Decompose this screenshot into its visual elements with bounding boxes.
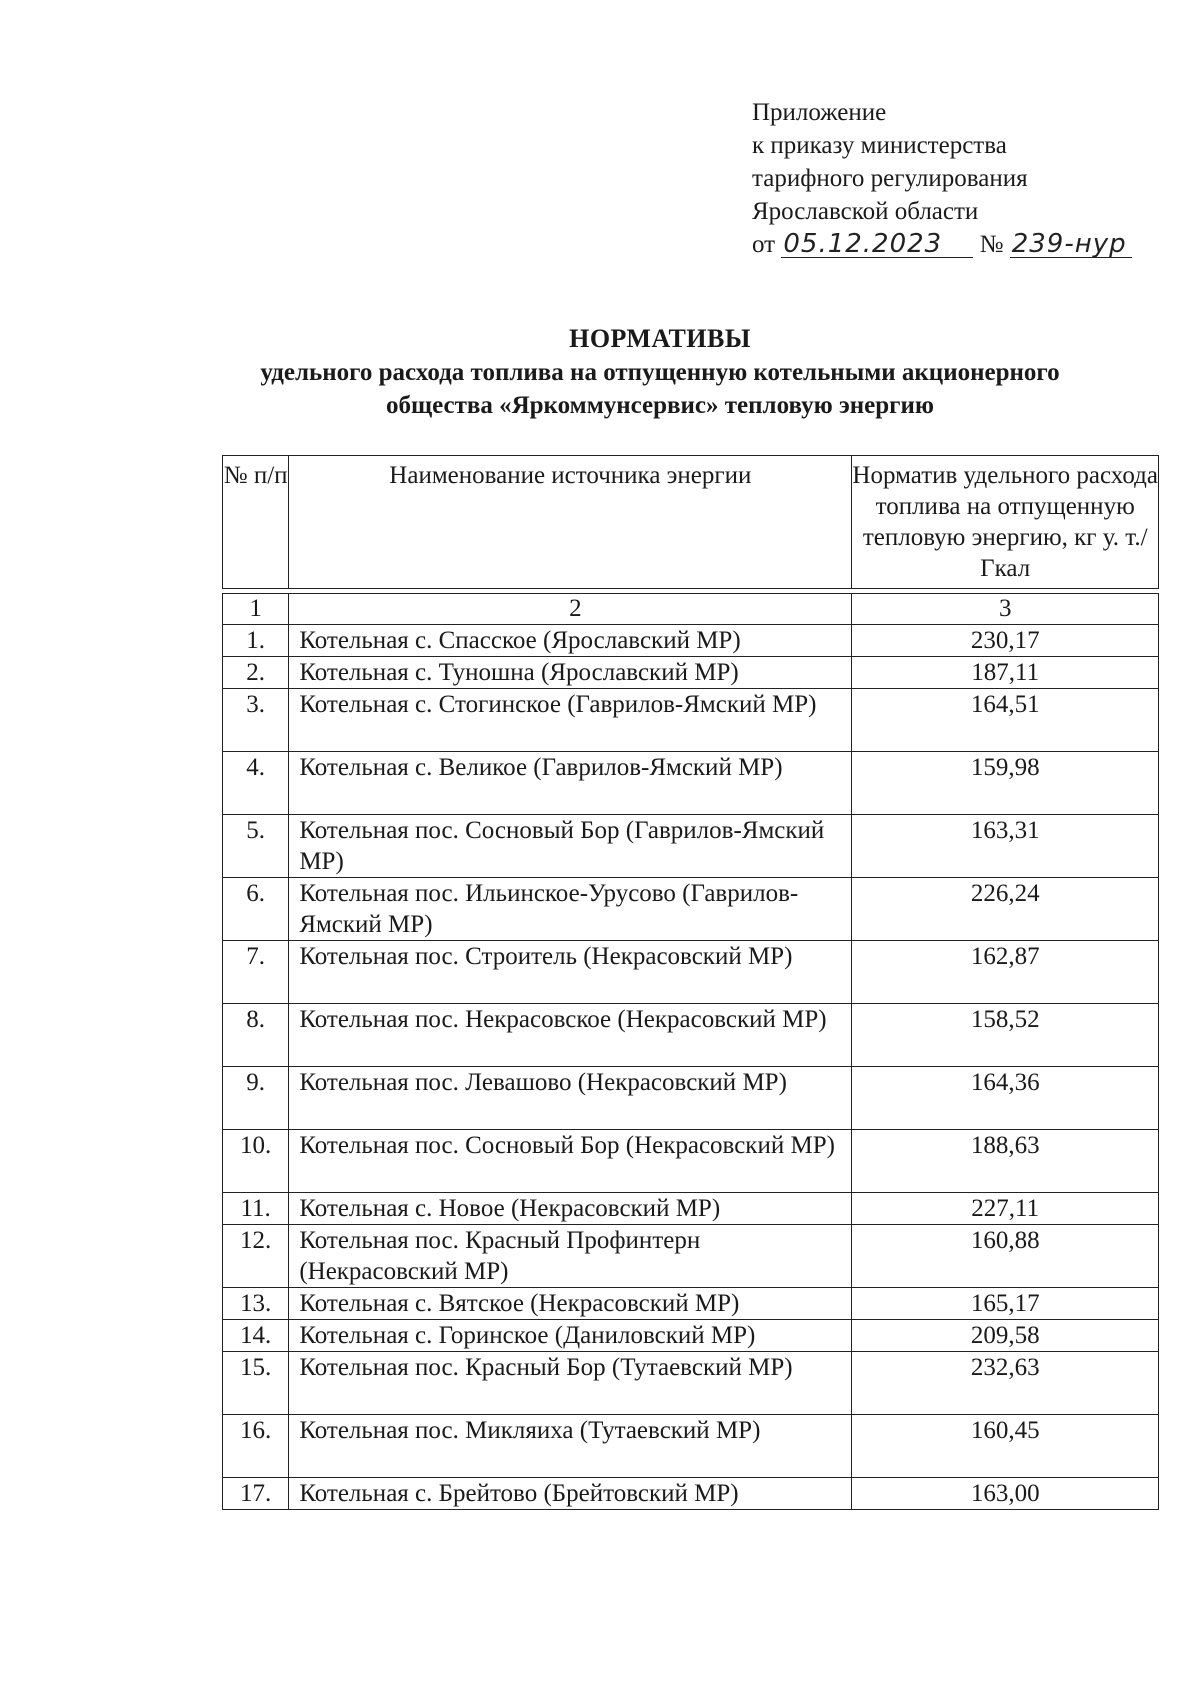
row-source-name: Котельная пос. Сосновый Бор (Гаврилов-Ямский МР) bbox=[289, 815, 852, 878]
row-norm-value: 164,51 bbox=[852, 689, 1159, 752]
row-norm-value: 227,11 bbox=[852, 1193, 1159, 1225]
row-number: 11. bbox=[223, 1193, 289, 1225]
row-norm-value: 209,58 bbox=[852, 1320, 1159, 1352]
row-source-name: Котельная пос. Некрасовское (Некрасовский МР) bbox=[289, 1004, 852, 1067]
row-norm-value: 188,63 bbox=[852, 1130, 1159, 1193]
table-row bbox=[223, 1352, 1159, 1415]
row-norm-value: 162,87 bbox=[852, 941, 1159, 1004]
row-number: 3. bbox=[223, 689, 289, 752]
order-number: 239-нур bbox=[1010, 231, 1132, 258]
table-row bbox=[223, 1288, 1159, 1320]
row-number: 6. bbox=[223, 878, 289, 941]
table-row bbox=[223, 1320, 1159, 1352]
column-number-1: 1 bbox=[223, 594, 289, 625]
appendix-header bbox=[752, 96, 1132, 261]
row-number: 7. bbox=[223, 941, 289, 1004]
title-main: НОРМАТИВЫ bbox=[569, 324, 751, 353]
table-row bbox=[223, 815, 1159, 878]
row-number: 1. bbox=[223, 625, 289, 657]
row-norm-value: 230,17 bbox=[852, 625, 1159, 657]
table-row bbox=[223, 752, 1159, 815]
appendix-line-1: Приложение bbox=[752, 99, 887, 126]
row-source-name: Котельная с. Туношна (Ярославский МР) bbox=[289, 657, 852, 689]
row-number: 2. bbox=[223, 657, 289, 689]
row-norm-value: 160,45 bbox=[852, 1415, 1159, 1478]
row-source-name: Котельная пос. Строитель (Некрасовский МР) bbox=[289, 941, 852, 1004]
column-number-3: 3 bbox=[852, 594, 1159, 625]
table-row bbox=[223, 1225, 1159, 1288]
row-source-name: Котельная пос. Сосновый Бор (Некрасовский МР) bbox=[289, 1130, 852, 1193]
row-source-name: Котельная пос. Красный Бор (Тутаевский МР) bbox=[289, 1352, 852, 1415]
title-subtitle-line-1: удельного расхода топлива на отпущенную котельными акционерного bbox=[260, 359, 1060, 386]
row-source-name: Котельная с. Спасское (Ярославский МР) bbox=[289, 625, 852, 657]
row-number: 17. bbox=[223, 1478, 289, 1510]
header-col-norm: Норматив удельного расхода топлива на отпущенную тепловую энергию, кг у. т./Гкал bbox=[852, 456, 1159, 589]
table-row bbox=[223, 941, 1159, 1004]
table-row bbox=[223, 878, 1159, 941]
table-row bbox=[223, 1004, 1159, 1067]
appendix-order-line bbox=[752, 228, 1132, 261]
row-number: 16. bbox=[223, 1415, 289, 1478]
document-title bbox=[160, 322, 1160, 422]
column-number-2: 2 bbox=[289, 594, 852, 625]
row-source-name: Котельная с. Горинское (Даниловский МР) bbox=[289, 1320, 852, 1352]
table-row bbox=[223, 1130, 1159, 1193]
table-row bbox=[223, 1067, 1159, 1130]
row-norm-value: 160,88 bbox=[852, 1225, 1159, 1288]
date-prefix: от bbox=[752, 231, 776, 258]
appendix-line-4: Ярославской области bbox=[752, 198, 979, 225]
row-number: 14. bbox=[223, 1320, 289, 1352]
number-sign: № bbox=[979, 231, 1004, 258]
row-source-name: Котельная с. Новое (Некрасовский МР) bbox=[289, 1193, 852, 1225]
row-number: 12. bbox=[223, 1225, 289, 1288]
row-norm-value: 159,98 bbox=[852, 752, 1159, 815]
row-source-name: Котельная с. Великое (Гаврилов-Ямский МР) bbox=[289, 752, 852, 815]
table-row bbox=[223, 625, 1159, 657]
row-number: 15. bbox=[223, 1352, 289, 1415]
row-norm-value: 163,00 bbox=[852, 1478, 1159, 1510]
row-norm-value: 163,31 bbox=[852, 815, 1159, 878]
row-number: 8. bbox=[223, 1004, 289, 1067]
row-number: 13. bbox=[223, 1288, 289, 1320]
row-number: 10. bbox=[223, 1130, 289, 1193]
row-number: 9. bbox=[223, 1067, 289, 1130]
table-row bbox=[223, 1415, 1159, 1478]
row-norm-value: 232,63 bbox=[852, 1352, 1159, 1415]
row-source-name: Котельная пос. Красный Профинтерн (Некрасовский МР) bbox=[289, 1225, 852, 1288]
table-row bbox=[223, 657, 1159, 689]
row-source-name: Котельная с. Брейтово (Брейтовский МР) bbox=[289, 1478, 852, 1510]
row-norm-value: 164,36 bbox=[852, 1067, 1159, 1130]
table-row bbox=[223, 1193, 1159, 1225]
row-source-name: Котельная пос. Левашово (Некрасовский МР) bbox=[289, 1067, 852, 1130]
row-source-name: Котельная пос. Микляиха (Тутаевский МР) bbox=[289, 1415, 852, 1478]
table-row bbox=[223, 689, 1159, 752]
header-col-number: № п/п bbox=[223, 456, 289, 589]
header-col-source: Наименование источника энергии bbox=[289, 456, 852, 589]
row-source-name: Котельная с. Стогинское (Гаврилов-Ямский МР) bbox=[289, 689, 852, 752]
title-subtitle-line-2: общества «Яркоммунсервис» тепловую энергию bbox=[385, 392, 935, 419]
appendix-line-2: к приказу министерства bbox=[752, 132, 1007, 159]
table-row bbox=[223, 1478, 1159, 1510]
norms-table bbox=[222, 455, 1159, 1510]
row-norm-value: 187,11 bbox=[852, 657, 1159, 689]
column-numbers-row bbox=[223, 594, 1159, 625]
row-norm-value: 226,24 bbox=[852, 878, 1159, 941]
table-header-row bbox=[223, 456, 1159, 589]
row-norm-value: 158,52 bbox=[852, 1004, 1159, 1067]
row-number: 5. bbox=[223, 815, 289, 878]
row-source-name: Котельная с. Вятское (Некрасовский МР) bbox=[289, 1288, 852, 1320]
appendix-line-3: тарифного регулирования bbox=[752, 165, 1028, 192]
row-norm-value: 165,17 bbox=[852, 1288, 1159, 1320]
row-source-name: Котельная пос. Ильинское-Урусово (Гаврилов-Ямский МР) bbox=[289, 878, 852, 941]
order-date: 05.12.2023 bbox=[781, 231, 973, 258]
row-number: 4. bbox=[223, 752, 289, 815]
